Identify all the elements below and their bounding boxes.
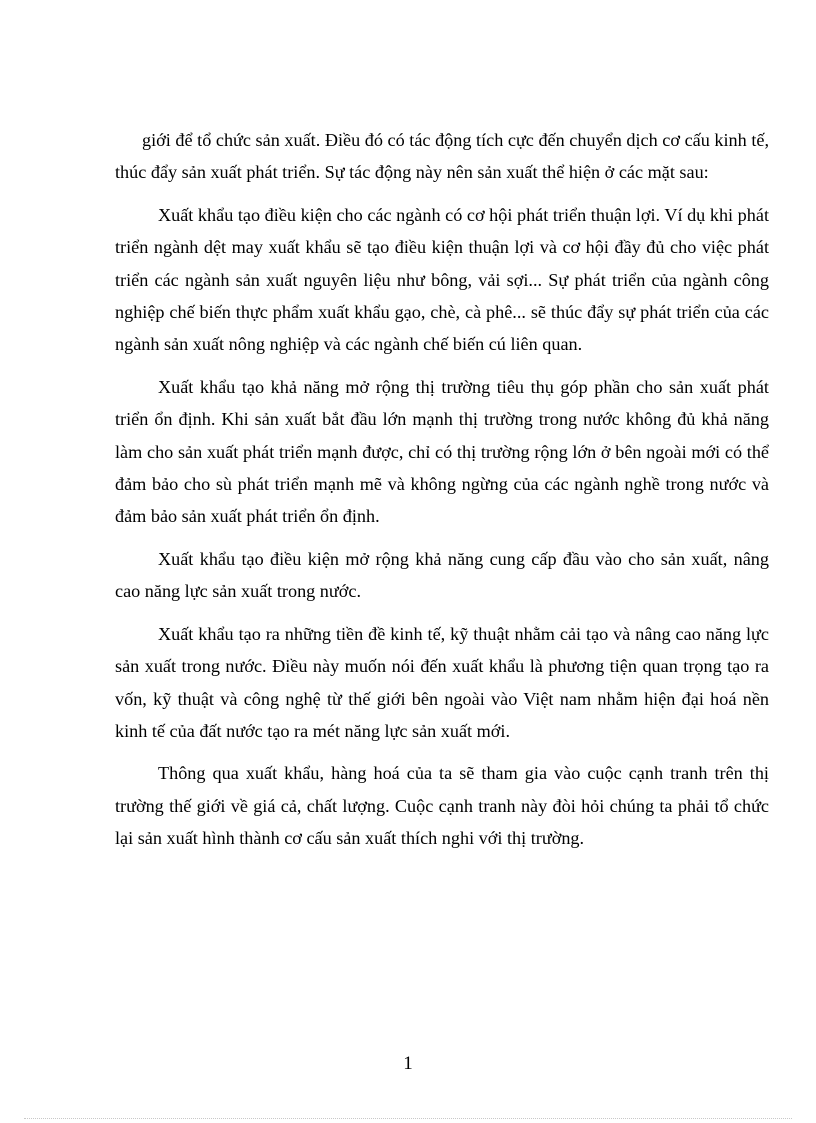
paragraph-economic-premises: Xuất khẩu tạo ra những tiền đề kinh tế, kỹ thuật nhằm cải tạo và nâng cao năng lực sản xuất trong nước. Điều này muốn nói đến xuất khẩu là phương tiện quan trọng tạo ra vốn, kỹ thuật và công nghệ từ thế giới bên ngoài vào Việt nam nhằm hiện đại hoá nền kinh tế của đất nước tạo ra mét năng lực sản xuất mới.	[115, 623, 769, 741]
paragraph-market-expansion: Xuất khẩu tạo khả năng mở rộng thị trường tiêu thụ góp phần cho sản xuất phát triển ổn định. Khi sản xuất bắt đầu lớn mạnh thị trường trong nước không đủ khả năng làm cho sản xuất phát triển mạnh được, chỉ có thị trường rộng lớn ở bên ngoài mới có thể đảm bảo cho sù phát triển mạnh mẽ và không ngừng của các ngành nghề trong nước và đảm bảo sản xuất phát triển ổn định.	[115, 376, 769, 527]
page-number: 1	[403, 1053, 413, 1074]
paragraph-continuation: giới để tổ chức sản xuất. Điều đó có tác động tích cực đến chuyển dịch cơ cấu kinh tế, thúc đẩy sản xuất phát triển. Sự tác động này nên sản xuất thể hiện ở các mặt sau:	[115, 130, 769, 183]
paragraph-input-supply: Xuất khẩu tạo điều kiện mở rộng khả năng cung cấp đầu vào cho sản xuất, nâng cao năng lực sản xuất trong nước.	[115, 548, 769, 602]
paragraph-competition: Thông qua xuất khẩu, hàng hoá của ta sẽ tham gia vào cuộc cạnh tranh trên thị trường thế giới về giá cả, chất lượng. Cuộc cạnh tranh này đòi hỏi chúng ta phải tổ chức lại sản xuất hình thành cơ cấu sản xuất thích nghi với thị trường.	[115, 763, 769, 849]
footer-divider	[24, 1118, 792, 1119]
body-text	[115, 124, 769, 865]
paragraph-industry-development: Xuất khẩu tạo điều kiện cho các ngành có cơ hội phát triển thuận lợi. Ví dụ khi phát triển ngành dệt may xuất khẩu sẽ tạo điều kiện thuận lợi và cơ hội đầy đủ cho việc phát triển các ngành sản xuất nguyên liệu như bông, vải sợi... Sự phát triển của ngành công nghiệp chế biến thực phẩm xuất khẩu gạo, chè, cà phê... sẽ thúc đẩy sự phát triển của các ngành sản xuất nông nghiệp và các ngành chế biến cú liên quan.	[115, 204, 769, 355]
